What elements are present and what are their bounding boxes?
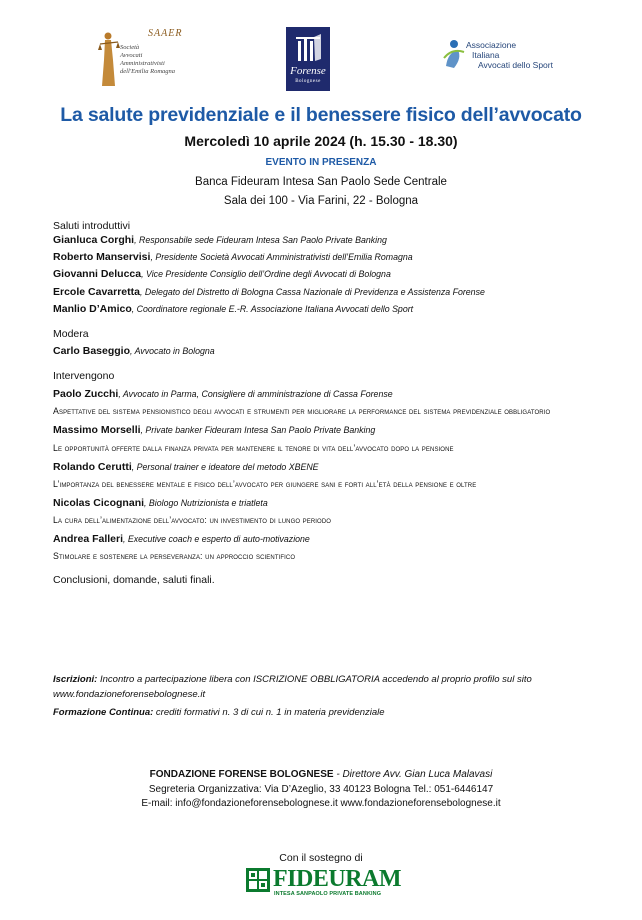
aias-line: Associazione bbox=[466, 40, 517, 50]
speaker-entry bbox=[53, 459, 613, 476]
saaer-line: Avvocati bbox=[120, 52, 143, 59]
speaker-name: Giovanni Delucca bbox=[53, 268, 142, 281]
speaker-entry bbox=[53, 422, 613, 439]
saluti-section bbox=[53, 220, 613, 318]
speaker-name: Carlo Baseggio bbox=[53, 345, 131, 358]
aias-name bbox=[466, 40, 553, 70]
speaker-entry bbox=[53, 386, 613, 403]
speaker-role: , Avvocato in Parma, Consigliere di amministrazione di Cassa Forense bbox=[118, 389, 393, 400]
fideuram-subtitle: INTESA SANPAOLO PRIVATE BANKING bbox=[274, 891, 382, 897]
saluti-label: Saluti introduttivi bbox=[53, 220, 131, 232]
aias-line: Avvocati dello Sport bbox=[478, 60, 553, 70]
aias-logo bbox=[442, 36, 562, 76]
speaker-role: , Presidente Società Avvocati Amministrativisti dell’Emilia Romagna bbox=[150, 252, 413, 263]
event-type: EVENTO IN PRESENZA bbox=[265, 157, 377, 168]
modera-label: Modera bbox=[53, 328, 89, 341]
speaker-entry bbox=[53, 232, 613, 249]
speaker-role: , Private banker Fideuram Intesa San Paolo Private Banking bbox=[140, 425, 376, 436]
saaer-full-name bbox=[120, 44, 200, 76]
training-text: crediti formativi n. 3 di cui n. 1 in materia previdenziale bbox=[153, 707, 385, 718]
saaer-line: Società bbox=[120, 44, 140, 51]
footer-org-line bbox=[0, 768, 642, 783]
speaker-name: Andrea Falleri bbox=[53, 533, 124, 546]
intervengono-section bbox=[53, 370, 613, 563]
modera-section bbox=[53, 328, 613, 360]
footer-secretariat: Segreteria Organizzativa: Via D’Azeglio, 33 40123 Bologna Tel.: 051-6446147 bbox=[148, 783, 494, 795]
fideuram-mark-icon bbox=[246, 868, 270, 892]
speaker-name: Gianluca Corghi bbox=[53, 234, 135, 246]
speaker-entry bbox=[53, 284, 613, 301]
speaker-role: , Biologo Nutrizionista e triatleta bbox=[144, 497, 268, 508]
header-logos bbox=[0, 22, 642, 94]
speaker-name: Paolo Zucchi bbox=[53, 388, 119, 401]
talk-title: Le opportunità offerte dalla finanza privata per mantenere il tenore di vita dell’avvocato dopo la pensione bbox=[53, 442, 454, 453]
event-venue: Banca Fideuram Intesa San Paolo Sede Centrale bbox=[195, 176, 447, 188]
registration-label: Iscrizioni: bbox=[53, 674, 98, 685]
talk-title: L’importanza del benessere mentale e fisico dell’avvocato per giungere sani e forti all’età della pensione e oltre bbox=[53, 478, 477, 489]
justice-statue-icon bbox=[98, 30, 120, 88]
speaker-role: , Responsabile sede Fideuram Intesa San Paolo Private Banking bbox=[134, 235, 387, 245]
speaker-name: Nicolas Cicognani bbox=[53, 496, 145, 509]
speaker-name: Massimo Morselli bbox=[53, 424, 141, 437]
training-credits-note bbox=[53, 707, 613, 718]
speaker-role: , Vice Presidente Consiglio dell’Ordine degli Avvocati di Bologna bbox=[141, 269, 391, 280]
footer-org: FONDAZIONE FORENSE BOLOGNESE bbox=[149, 769, 334, 780]
talk-title: Stimolare e sostenere la perseveranza: un approccio scientifico bbox=[53, 551, 296, 562]
registration-note bbox=[53, 672, 613, 702]
fideuram-name: FIDEURAM bbox=[273, 866, 401, 892]
saaer-line: Amministrativisti bbox=[120, 60, 165, 67]
speaker-role: , Executive coach e esperto di auto-motivazione bbox=[123, 534, 310, 545]
speaker-name: Manlio D’Amico bbox=[53, 302, 132, 315]
intervengono-label: Intervengono bbox=[53, 370, 115, 383]
speaker-entry bbox=[53, 266, 613, 283]
event-address: Sala dei 100 - Via Farini, 22 - Bologna bbox=[223, 195, 419, 207]
footer-director: - Direttore Avv. Gian Luca Malavasi bbox=[333, 769, 493, 780]
speaker-entry bbox=[53, 249, 613, 266]
forense-tower-icon bbox=[294, 33, 322, 63]
program bbox=[53, 220, 613, 586]
forense-city: Bolognese bbox=[295, 79, 321, 84]
speaker-name: Ercole Cavarretta bbox=[53, 285, 140, 298]
fondazione-forense-logo bbox=[286, 27, 330, 91]
footer bbox=[0, 768, 642, 812]
conclusion-text: Conclusioni, domande, saluti finali. bbox=[53, 574, 215, 587]
talk-title: Aspettative del sistema pensionistico degli avvocati e strumenti per migliorare la performance del sistema previdenziale obbligatorio bbox=[53, 406, 551, 417]
event-title: La salute previdenziale e il benessere fisico dell’avvocato bbox=[60, 104, 582, 126]
saaer-acronym: SAAER bbox=[148, 28, 183, 39]
sponsor-intro: Con il sostegno di bbox=[279, 852, 363, 864]
registration-text: Incontro a partecipazione libera con ISCRIZIONE OBBLIGATORIA accedendo al proprio profilo sul sito www.fondazioneforensebolognese.it bbox=[53, 674, 532, 700]
event-date: Mercoledì 10 aprile 2024 (h. 15.30 - 18.30) bbox=[184, 133, 458, 149]
speaker-name: Roberto Manservisi bbox=[53, 251, 151, 264]
saaer-logo bbox=[98, 28, 198, 92]
speaker-role: , Delegato del Distretto di Bologna Cassa Nazionale di Previdenza e Assistenza Forense bbox=[139, 286, 485, 297]
talk-title: La cura dell’alimentazione dell’avvocato: un investimento di lungo periodo bbox=[53, 515, 332, 526]
training-label: Formazione Continua: bbox=[53, 707, 154, 718]
speaker-name: Rolando Cerutti bbox=[53, 460, 132, 473]
forense-name: Forense bbox=[290, 65, 326, 77]
speaker-role: , Personal trainer e ideatore del metodo XBENE bbox=[131, 461, 319, 472]
moderator-entry bbox=[53, 343, 613, 360]
speaker-entry bbox=[53, 531, 613, 548]
aias-line: Italiana bbox=[472, 50, 500, 60]
saaer-line: dell'Emilia Romagna bbox=[120, 68, 176, 75]
fideuram-logo bbox=[246, 866, 401, 900]
speaker-role: , Avvocato in Bologna bbox=[130, 346, 215, 357]
speaker-entry bbox=[53, 495, 613, 512]
speaker-role: , Coordinatore regionale E.-R. Associazione Italiana Avvocati dello Sport bbox=[131, 303, 414, 314]
footer-contacts: E-mail: info@fondazioneforensebolognese.it www.fondazioneforensebolognese.it bbox=[141, 798, 501, 809]
speaker-entry bbox=[53, 301, 613, 318]
